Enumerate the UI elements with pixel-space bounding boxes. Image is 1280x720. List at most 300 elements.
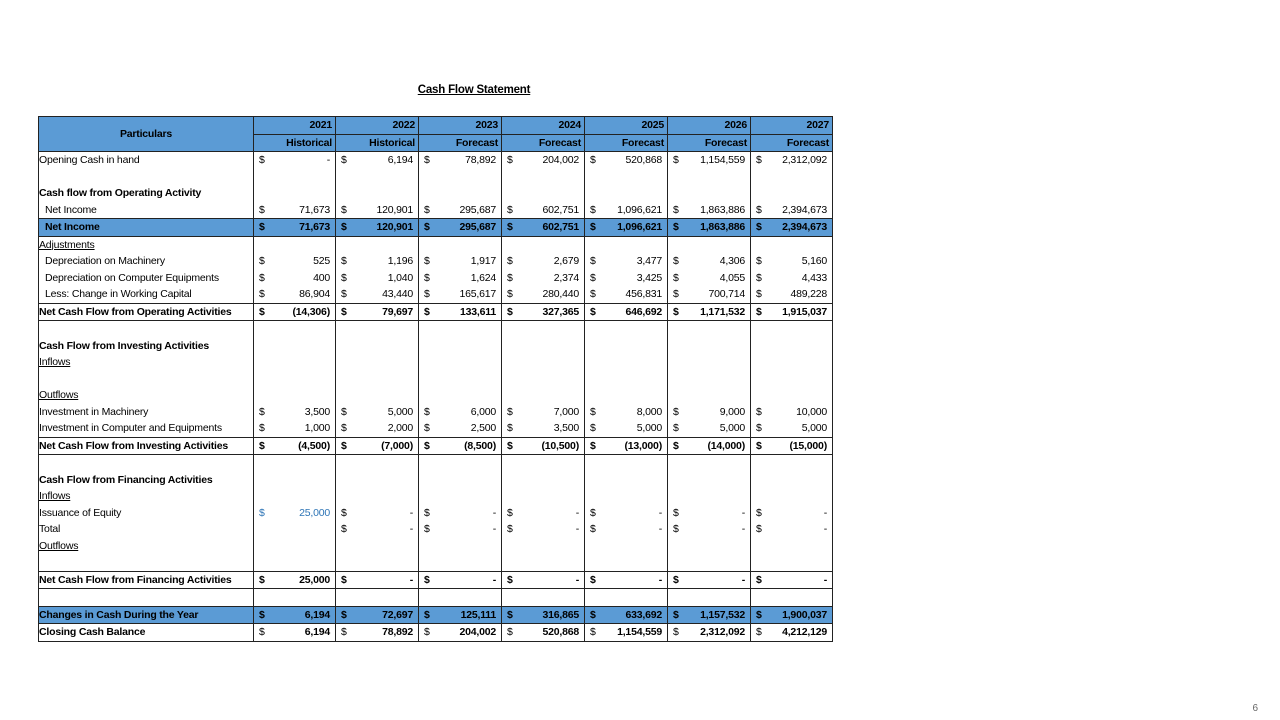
value-cell xyxy=(419,488,502,505)
value-cell xyxy=(502,404,585,421)
value-cell xyxy=(585,371,668,388)
currency-symbol: $ xyxy=(341,405,347,418)
value-cell xyxy=(254,236,336,253)
amount: 204,002 xyxy=(542,154,579,166)
period-type-header: Historical xyxy=(254,134,336,152)
table-row xyxy=(39,589,833,607)
currency-symbol: $ xyxy=(590,573,596,586)
amount: 2,394,673 xyxy=(782,221,827,233)
amount: (4,500) xyxy=(298,439,330,452)
amount: 25,000 xyxy=(299,573,330,586)
value-cell xyxy=(751,152,833,169)
value-cell xyxy=(502,321,585,338)
currency-symbol: $ xyxy=(756,573,762,586)
value-cell xyxy=(751,420,833,437)
amount: 1,900,037 xyxy=(782,608,827,621)
currency-symbol: $ xyxy=(507,271,513,284)
value-cell xyxy=(419,338,502,355)
value-cell xyxy=(502,554,585,571)
currency-symbol: $ xyxy=(590,626,596,638)
value-cell xyxy=(668,538,751,555)
value-cell xyxy=(419,387,502,404)
table-row xyxy=(39,185,833,202)
amount: 1,157,532 xyxy=(700,608,745,621)
value-cell xyxy=(502,455,585,472)
currency-symbol: $ xyxy=(507,422,513,434)
table-row xyxy=(39,321,833,338)
currency-symbol: $ xyxy=(341,271,347,284)
amount: 4,433 xyxy=(801,271,827,284)
value-cell xyxy=(336,571,419,589)
row-label: Net Cash Flow from Financing Activities xyxy=(39,571,254,589)
value-cell xyxy=(254,420,336,437)
value-cell xyxy=(668,624,751,642)
currency-symbol: $ xyxy=(673,154,679,166)
value-cell xyxy=(502,571,585,589)
value-cell xyxy=(751,538,833,555)
currency-symbol: $ xyxy=(590,405,596,418)
value-cell xyxy=(502,185,585,202)
value-cell xyxy=(585,404,668,421)
year-header: 2025 xyxy=(585,117,668,135)
value-cell xyxy=(336,624,419,642)
table-row xyxy=(39,624,833,642)
amount: 5,000 xyxy=(636,422,662,434)
row-label: Less: Change in Working Capital xyxy=(39,286,254,303)
value-cell xyxy=(585,202,668,219)
amount: 5,000 xyxy=(801,422,827,434)
value-cell xyxy=(254,455,336,472)
value-cell xyxy=(254,488,336,505)
currency-symbol: $ xyxy=(341,154,347,166)
amount: 2,312,092 xyxy=(782,154,827,166)
value-cell xyxy=(254,589,336,607)
currency-symbol: $ xyxy=(590,422,596,434)
value-cell xyxy=(336,169,419,186)
row-label: Outflows xyxy=(39,538,254,555)
value-cell xyxy=(336,253,419,270)
amount: 2,312,092 xyxy=(700,626,745,638)
currency-symbol: $ xyxy=(590,506,596,519)
currency-symbol: $ xyxy=(341,573,347,586)
currency-symbol: $ xyxy=(673,523,679,535)
value-cell xyxy=(751,455,833,472)
table-row xyxy=(39,371,833,388)
row-label: Net Income xyxy=(39,202,254,219)
year-header: 2023 xyxy=(419,117,502,135)
value-cell xyxy=(254,387,336,404)
amount: - xyxy=(575,506,579,519)
value-cell xyxy=(668,354,751,371)
value-cell xyxy=(585,571,668,589)
currency-symbol: $ xyxy=(259,203,265,216)
currency-symbol: $ xyxy=(590,523,596,535)
row-label xyxy=(39,455,254,472)
row-label: Investment in Machinery xyxy=(39,404,254,421)
amount: 165,617 xyxy=(459,288,496,300)
amount: 5,000 xyxy=(387,405,413,418)
value-cell xyxy=(668,404,751,421)
currency-symbol: $ xyxy=(424,422,430,434)
value-cell xyxy=(751,472,833,489)
value-cell xyxy=(254,152,336,169)
amount: 1,171,532 xyxy=(700,305,745,318)
value-cell xyxy=(668,152,751,169)
currency-symbol: $ xyxy=(424,288,430,300)
value-cell xyxy=(751,253,833,270)
table-row xyxy=(39,404,833,421)
value-cell xyxy=(254,338,336,355)
year-header: 2021 xyxy=(254,117,336,135)
period-type-header: Forecast xyxy=(585,134,668,152)
amount: 6,194 xyxy=(304,626,330,638)
currency-symbol: $ xyxy=(756,203,762,216)
currency-symbol: $ xyxy=(507,154,513,166)
value-cell xyxy=(336,303,419,321)
amount: 1,624 xyxy=(470,271,496,284)
table-row xyxy=(39,554,833,571)
value-cell xyxy=(751,169,833,186)
amount: 316,865 xyxy=(542,608,579,621)
table-row xyxy=(39,420,833,437)
amount: 1,096,621 xyxy=(617,221,662,233)
value-cell xyxy=(254,404,336,421)
currency-symbol: $ xyxy=(756,422,762,434)
value-cell xyxy=(419,219,502,237)
value-cell xyxy=(751,488,833,505)
currency-symbol: $ xyxy=(424,573,430,586)
value-cell xyxy=(668,488,751,505)
currency-symbol: $ xyxy=(507,255,513,267)
currency-symbol: $ xyxy=(673,506,679,519)
currency-symbol: $ xyxy=(424,305,430,318)
value-cell xyxy=(502,253,585,270)
amount: 327,365 xyxy=(542,305,579,318)
currency-symbol: $ xyxy=(259,626,265,638)
value-cell xyxy=(751,338,833,355)
amount: (15,000) xyxy=(789,439,827,452)
table-row xyxy=(39,219,833,237)
value-cell xyxy=(668,371,751,388)
amount: 9,000 xyxy=(719,405,745,418)
currency-symbol: $ xyxy=(507,626,513,638)
currency-symbol: $ xyxy=(673,608,679,621)
amount: 1,040 xyxy=(387,271,413,284)
currency-symbol: $ xyxy=(259,221,265,233)
currency-symbol: $ xyxy=(507,523,513,535)
amount: 295,687 xyxy=(459,203,496,216)
value-cell xyxy=(751,185,833,202)
amount: 520,868 xyxy=(542,626,579,638)
value-cell xyxy=(751,303,833,321)
amount: 4,212,129 xyxy=(782,626,827,638)
value-cell xyxy=(668,554,751,571)
currency-symbol: $ xyxy=(424,608,430,621)
table-row xyxy=(39,270,833,287)
currency-symbol: $ xyxy=(341,221,347,233)
value-cell xyxy=(668,253,751,270)
year-header: 2024 xyxy=(502,117,585,135)
value-cell xyxy=(502,437,585,455)
value-cell xyxy=(336,185,419,202)
currency-symbol: $ xyxy=(756,154,762,166)
value-cell xyxy=(419,404,502,421)
amount: 78,892 xyxy=(382,626,413,638)
amount: - xyxy=(741,523,745,535)
table-row xyxy=(39,521,833,538)
value-cell xyxy=(668,219,751,237)
currency-symbol: $ xyxy=(507,305,513,318)
value-cell xyxy=(585,624,668,642)
row-label: Adjustments xyxy=(39,236,254,253)
currency-symbol: $ xyxy=(259,506,265,519)
page-number: 6 xyxy=(1252,703,1258,714)
table-row xyxy=(39,505,833,522)
value-cell xyxy=(254,202,336,219)
amount: 5,000 xyxy=(719,422,745,434)
currency-symbol: $ xyxy=(259,608,265,621)
value-cell xyxy=(254,624,336,642)
currency-symbol: $ xyxy=(424,255,430,267)
row-label xyxy=(39,554,254,571)
value-cell xyxy=(502,371,585,388)
value-cell xyxy=(668,169,751,186)
value-cell xyxy=(585,488,668,505)
row-label: Depreciation on Computer Equipments xyxy=(39,270,254,287)
value-cell xyxy=(419,505,502,522)
currency-symbol: $ xyxy=(424,154,430,166)
amount: 602,751 xyxy=(542,203,579,216)
value-cell xyxy=(336,420,419,437)
amount: 6,000 xyxy=(470,405,496,418)
currency-symbol: $ xyxy=(259,154,265,166)
period-type-header: Forecast xyxy=(502,134,585,152)
value-cell xyxy=(336,219,419,237)
value-cell xyxy=(336,437,419,455)
amount: - xyxy=(326,154,330,166)
value-cell xyxy=(751,505,833,522)
currency-symbol: $ xyxy=(341,422,347,434)
amount: - xyxy=(409,573,413,586)
table-row xyxy=(39,152,833,169)
table-row xyxy=(39,253,833,270)
value-cell xyxy=(254,437,336,455)
amount: (14,000) xyxy=(707,439,745,452)
table-row xyxy=(39,303,833,321)
currency-symbol: $ xyxy=(507,439,513,452)
value-cell xyxy=(668,321,751,338)
value-cell xyxy=(336,455,419,472)
amount: 120,901 xyxy=(376,221,413,233)
amount: - xyxy=(658,523,662,535)
currency-symbol: $ xyxy=(341,523,347,535)
amount: 133,611 xyxy=(460,305,496,318)
currency-symbol: $ xyxy=(756,608,762,621)
value-cell xyxy=(668,270,751,287)
value-cell xyxy=(419,437,502,455)
amount: - xyxy=(823,573,827,586)
value-cell xyxy=(254,185,336,202)
value-cell xyxy=(751,437,833,455)
row-label: Net Cash Flow from Operating Activities xyxy=(39,303,254,321)
amount: 1,863,886 xyxy=(700,203,745,216)
value-cell xyxy=(502,354,585,371)
value-cell xyxy=(419,624,502,642)
value-cell xyxy=(585,303,668,321)
table-row xyxy=(39,202,833,219)
table-row xyxy=(39,455,833,472)
currency-symbol: $ xyxy=(424,271,430,284)
amount: 3,477 xyxy=(636,255,662,267)
currency-symbol: $ xyxy=(259,271,265,284)
amount: (14,306) xyxy=(292,305,330,318)
amount: 295,687 xyxy=(459,221,496,233)
currency-symbol: $ xyxy=(507,203,513,216)
value-cell xyxy=(668,455,751,472)
table-row xyxy=(39,606,833,624)
value-cell xyxy=(254,538,336,555)
row-label: Cash flow from Operating Activity xyxy=(39,185,254,202)
amount: (13,000) xyxy=(624,439,662,452)
value-cell xyxy=(585,505,668,522)
table-row xyxy=(39,538,833,555)
amount: 1,917 xyxy=(470,255,496,267)
currency-symbol: $ xyxy=(341,203,347,216)
value-cell xyxy=(668,236,751,253)
value-cell xyxy=(751,321,833,338)
amount: - xyxy=(409,523,413,535)
value-cell xyxy=(751,270,833,287)
amount: - xyxy=(492,523,496,535)
currency-symbol: $ xyxy=(507,221,513,233)
value-cell xyxy=(751,387,833,404)
value-cell xyxy=(585,538,668,555)
value-cell xyxy=(419,286,502,303)
table-row xyxy=(39,488,833,505)
period-type-header: Forecast xyxy=(668,134,751,152)
table-row xyxy=(39,437,833,455)
particulars-header: Particulars xyxy=(39,117,254,152)
value-cell xyxy=(502,589,585,607)
amount: 8,000 xyxy=(636,405,662,418)
amount: 2,394,673 xyxy=(782,203,827,216)
value-cell xyxy=(419,321,502,338)
amount: 7,000 xyxy=(553,405,579,418)
value-cell xyxy=(585,472,668,489)
row-label: Net Cash Flow from Investing Activities xyxy=(39,437,254,455)
row-label: Cash Flow from Investing Activities xyxy=(39,338,254,355)
value-cell xyxy=(751,354,833,371)
table-row xyxy=(39,236,833,253)
amount: 1,863,886 xyxy=(700,221,745,233)
currency-symbol: $ xyxy=(424,626,430,638)
value-cell xyxy=(751,606,833,624)
currency-symbol: $ xyxy=(590,255,596,267)
amount: 1,154,559 xyxy=(617,626,662,638)
amount: 400 xyxy=(313,271,330,284)
value-cell xyxy=(336,521,419,538)
value-cell xyxy=(668,521,751,538)
amount: 456,831 xyxy=(625,288,662,300)
value-cell xyxy=(585,554,668,571)
value-cell xyxy=(668,185,751,202)
value-cell xyxy=(336,202,419,219)
currency-symbol: $ xyxy=(673,288,679,300)
value-cell xyxy=(419,554,502,571)
cash-flow-table xyxy=(38,116,833,642)
value-cell xyxy=(336,286,419,303)
value-cell xyxy=(336,505,419,522)
value-cell xyxy=(668,420,751,437)
value-cell xyxy=(585,455,668,472)
currency-symbol: $ xyxy=(424,506,430,519)
value-cell xyxy=(254,169,336,186)
amount: 25,000 xyxy=(299,506,330,519)
value-cell xyxy=(254,253,336,270)
value-cell xyxy=(502,521,585,538)
value-cell xyxy=(668,472,751,489)
row-label: Changes in Cash During the Year xyxy=(39,606,254,624)
currency-symbol: $ xyxy=(341,288,347,300)
value-cell xyxy=(751,571,833,589)
value-cell xyxy=(419,606,502,624)
value-cell xyxy=(502,219,585,237)
amount: 72,697 xyxy=(382,608,413,621)
amount: 10,000 xyxy=(796,405,827,418)
amount: 1,915,037 xyxy=(782,305,827,318)
value-cell xyxy=(668,437,751,455)
amount: 3,425 xyxy=(636,271,662,284)
value-cell xyxy=(419,253,502,270)
amount: 633,692 xyxy=(625,608,662,621)
row-label: Net Income xyxy=(39,219,254,237)
value-cell xyxy=(585,589,668,607)
value-cell xyxy=(254,354,336,371)
value-cell xyxy=(585,338,668,355)
value-cell xyxy=(585,152,668,169)
value-cell xyxy=(585,185,668,202)
amount: 6,194 xyxy=(304,608,330,621)
row-label xyxy=(39,371,254,388)
row-label xyxy=(39,169,254,186)
value-cell xyxy=(419,455,502,472)
currency-symbol: $ xyxy=(424,405,430,418)
value-cell xyxy=(668,606,751,624)
value-cell xyxy=(502,303,585,321)
value-cell xyxy=(336,321,419,338)
table-row xyxy=(39,354,833,371)
currency-symbol: $ xyxy=(673,573,679,586)
row-label: Closing Cash Balance xyxy=(39,624,254,642)
amount: - xyxy=(741,506,745,519)
amount: - xyxy=(575,573,579,586)
table-row xyxy=(39,286,833,303)
amount: 43,440 xyxy=(382,288,413,300)
amount: (7,000) xyxy=(381,439,413,452)
currency-symbol: $ xyxy=(673,405,679,418)
value-cell xyxy=(419,169,502,186)
currency-symbol: $ xyxy=(756,288,762,300)
value-cell xyxy=(668,571,751,589)
currency-symbol: $ xyxy=(341,439,347,452)
value-cell xyxy=(419,472,502,489)
row-label: Outflows xyxy=(39,387,254,404)
amount: 1,196 xyxy=(387,255,413,267)
value-cell xyxy=(751,202,833,219)
value-cell xyxy=(502,624,585,642)
row-label: Issuance of Equity xyxy=(39,505,254,522)
amount: 3,500 xyxy=(304,405,330,418)
